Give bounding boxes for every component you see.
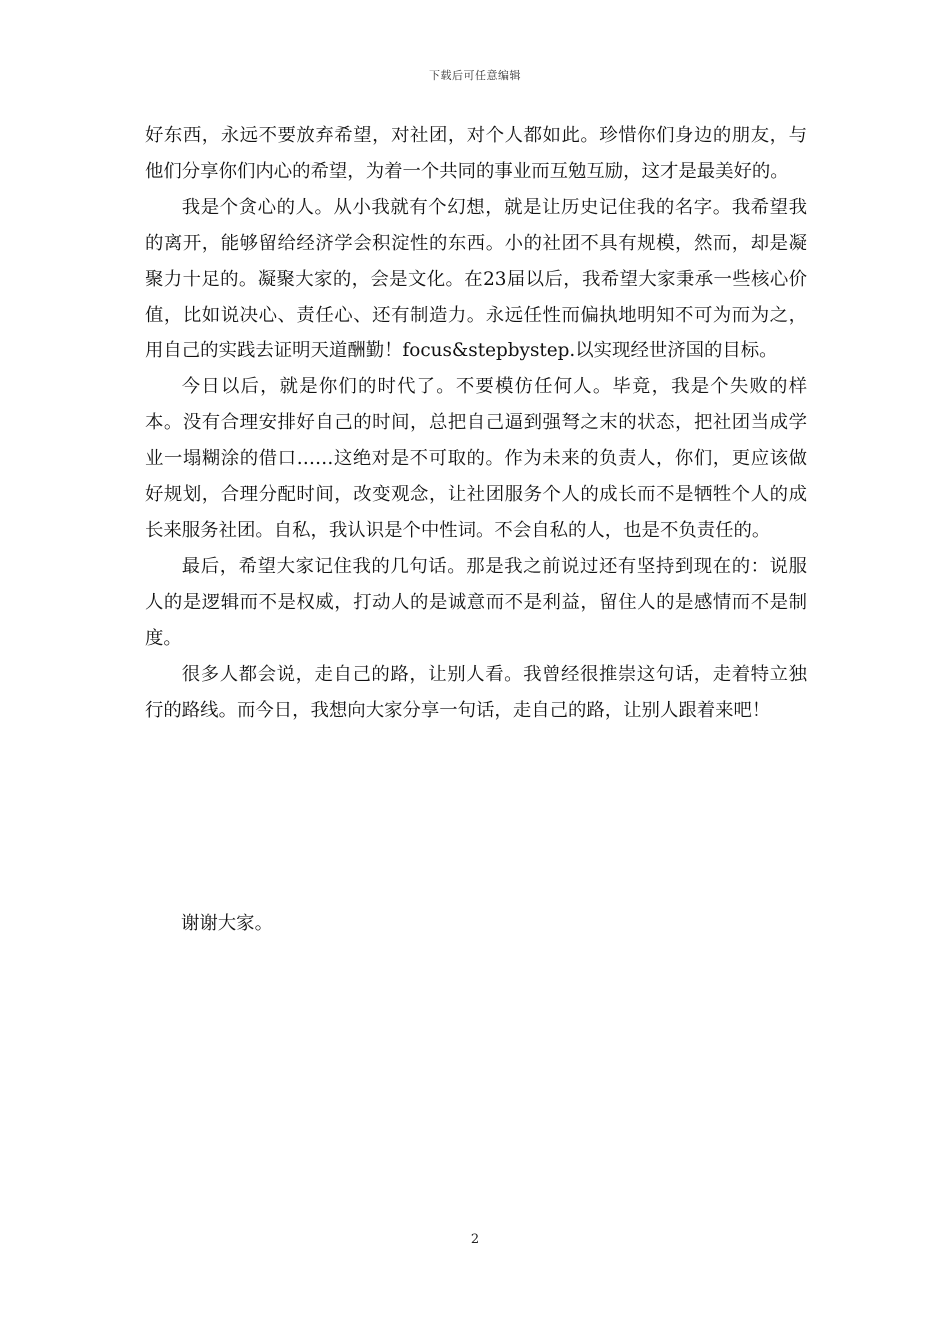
document-body: [145, 118, 807, 728]
paragraph: 很多人都会说，走自己的路，让别人看。我曾经很推崇这句话，走着特立独行的路线。而今日，我想向大家分享一句话，走自己的路，让别人跟着来吧！: [145, 663, 807, 721]
paragraph-continuation: 好东西，永远不要放弃希望，对社团，对个人都如此。珍惜你们身边的朋友，与他们分享你们内心的希望，为着一个共同的事业而互勉互励，这才是最美好的。: [145, 125, 807, 182]
paragraph: 我是个贪心的人。从小我就有个幻想，就是让历史记住我的名字。我希望我的离开，能够留给经济学会积淀性的东西。小的社团不具有规模，然而，却是凝聚力十足的。凝聚大家的，会是文化。在23届以后，我希望大家秉承一些核心价值，比如说决心、责任心、还有制造力。永远任性而偏执地明知不可为而为之，用自己的实践去证明天道酬勤！focus&stepbystep.以实现经世济国的目标。: [145, 196, 807, 362]
page-header: 下载后可任意编辑: [429, 69, 521, 82]
closing-line: 谢谢大家。: [181, 913, 273, 934]
paragraph: 今日以后，就是你们的时代了。不要模仿任何人。毕竟，我是个失败的样本。没有合理安排好自己的时间，总把自己逼到强弩之末的状态，把社团当成学业一塌糊涂的借口……这绝对是不可取的。作为未来的负责人，你们，更应该做好规划，合理分配时间，改变观念，让社团服务个人的成长而不是牺牲个人的成长来服务社团。自私，我认识是个中性词。不会自私的人，也是不负责任的。: [145, 376, 807, 541]
paragraph: 最后，希望大家记住我的几句话。那是我之前说过还有坚持到现在的：说服人的是逻辑而不是权威，打动人的是诚意而不是利益，留住人的是感情而不是制度。: [145, 555, 807, 649]
page-number: 2: [470, 1232, 480, 1247]
